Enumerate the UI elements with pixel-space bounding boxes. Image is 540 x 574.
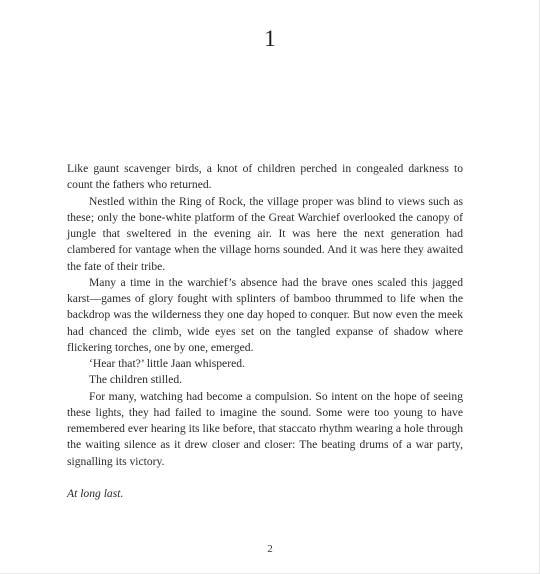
paragraph-1: Like gaunt scavenger birds, a knot of children perched in congealed darkness to count the fathers who returned. <box>67 162 463 192</box>
chapter-number: 1 <box>264 26 276 51</box>
paragraph-4: ‘Hear that?’ little Jaan whispered. <box>89 357 245 370</box>
paragraph-5: The children stilled. <box>89 373 183 387</box>
paragraph-2: Nestled within the Ring of Rock, the village proper was blind to views such as these; only the bone-white platform of the Great Warchief overlooked the canopy of jungle that sweltered in the evening air. It was here the next generation had clambered for vantage when the village horns sounded. And it was here they awaited the fate of their tribe. <box>67 194 463 273</box>
closing-line: At long last. <box>67 486 124 500</box>
chapter-body <box>67 161 463 502</box>
page-number: 2 <box>267 543 273 555</box>
paragraph-6: For many, watching had become a compulsion. So intent on the hope of seeing these lights, they had failed to imagine the sound. Some were too young to have remembered ever hearing its like before, that staccato rhythm wearing a hole through the waiting silence as it drew closer and closer: The beating drums of a war party, signalling its victory. <box>67 389 463 468</box>
paragraph-3: Many a time in the warchief’s absence had the brave ones scaled this jagged karst—games of glory fought with splinters of bamboo thrummed to life when the backdrop was the wilderness they one day hoped to conquer. But now even the meek had chanced the climb, wide eyes set on the tangled expanse of shadow where flickering torches, one by one, emerged. <box>67 275 463 354</box>
